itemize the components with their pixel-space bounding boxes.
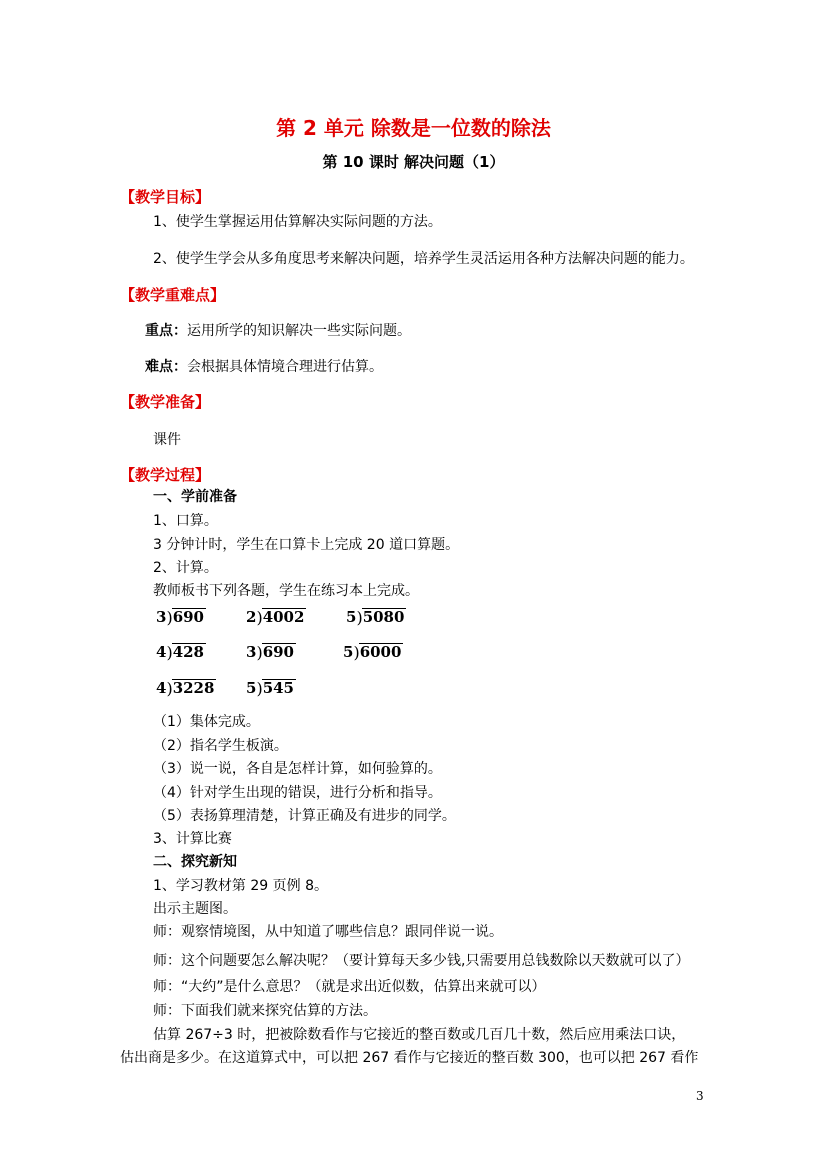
part2-line-5: 师：“大约”是什么意思？（就是求出近似数，估算出来就可以）	[153, 979, 546, 995]
part1-line-2: 3 分钟计时，学生在口算卡上完成 20 道口算题。	[153, 537, 460, 553]
key-point	[145, 320, 411, 340]
divisor: 5	[343, 643, 354, 661]
step-4: （4）针对学生出现的错误，进行分析和指导。	[153, 785, 442, 801]
key-text: 运用所学的知识解决一些实际问题。	[187, 323, 411, 339]
part2-line-6: 师：下面我们就来探究估算的方法。	[153, 1003, 377, 1019]
part1-line-3: 2、计算。	[153, 560, 218, 576]
divisor: 3	[246, 643, 257, 661]
dividend: 545	[262, 679, 294, 697]
step-5: （5）表扬算理清楚，计算正确及有进步的同学。	[153, 808, 456, 824]
division-bracket-icon: )	[166, 679, 173, 698]
divisor: 4	[156, 679, 167, 697]
division-problem	[246, 608, 306, 626]
division-bracket-icon: )	[166, 608, 173, 627]
dividend: 690	[172, 608, 204, 626]
part2-paragraph-line-1: 估算 267÷3 时，把被除数看作与它接近的整百数或几百几十数，然后应用乘法口诀，	[153, 1027, 686, 1043]
divisor: 2	[246, 608, 257, 626]
division-bracket-icon: )	[356, 608, 363, 627]
step-3: （3）说一说，各自是怎样计算，如何验算的。	[153, 761, 442, 777]
dividend: 428	[172, 643, 204, 661]
lesson-subtitle: 第 10 课时 解决问题（1）	[322, 153, 505, 171]
key-label: 重点：	[145, 323, 187, 339]
divisor: 3	[156, 608, 167, 626]
part2-line-1: 1、学习教材第 29 页例 8。	[153, 878, 328, 894]
dividend: 3228	[172, 679, 215, 697]
divisor: 5	[346, 608, 357, 626]
section-prep-heading: 【教学准备】	[120, 393, 211, 411]
part1-line-4: 教师板书下列各题，学生在练习本上完成。	[153, 583, 419, 599]
division-problem	[246, 643, 296, 661]
division-problem	[246, 679, 296, 697]
division-problem	[343, 643, 403, 661]
division-bracket-icon: )	[166, 643, 173, 662]
section-keypoints-heading: 【教学重难点】	[120, 286, 226, 304]
dividend: 5080	[362, 608, 405, 626]
goal-1: 1、使学生掌握运用估算解决实际问题的方法。	[153, 214, 442, 230]
page-title: 第 2 单元 除数是一位数的除法	[276, 116, 551, 140]
division-problem	[156, 608, 206, 626]
part2-line-4: 师：这个问题要怎么解决呢？（要计算每天多少钱,只需要用总钱数除以天数就可以了）	[153, 953, 690, 969]
part2-heading: 二、探究新知	[153, 854, 237, 870]
division-problem	[156, 679, 216, 697]
division-problem	[346, 608, 406, 626]
dividend: 690	[262, 643, 294, 661]
dividend: 4002	[262, 608, 305, 626]
part1-heading: 一、学前准备	[153, 489, 237, 505]
step-2: （2）指名学生板演。	[153, 738, 288, 754]
step-1: （1）集体完成。	[153, 714, 260, 730]
division-bracket-icon: )	[256, 679, 263, 698]
step-6: 3、计算比赛	[153, 831, 232, 847]
section-process-heading: 【教学过程】	[120, 466, 211, 484]
division-bracket-icon: )	[353, 643, 360, 662]
part2-paragraph-line-2: 估出商是多少。在这道算式中，可以把 267 看作与它接近的整百数 300，也可以把 267 看作	[120, 1050, 699, 1066]
divisor: 5	[246, 679, 257, 697]
hard-text: 会根据具体情境合理进行估算。	[187, 359, 383, 375]
prep-text: 课件	[153, 432, 181, 448]
goal-2: 2、使学生学会从多角度思考来解决问题，培养学生灵活运用各种方法解决问题的能力。	[153, 251, 694, 267]
division-problem	[156, 643, 206, 661]
page-number: 3	[696, 1089, 704, 1103]
hard-label: 难点：	[145, 359, 187, 375]
dividend: 6000	[359, 643, 402, 661]
part2-line-2: 出示主题图。	[153, 901, 237, 917]
division-bracket-icon: )	[256, 608, 263, 627]
hard-point	[145, 356, 383, 376]
division-bracket-icon: )	[256, 643, 263, 662]
part1-line-1: 1、口算。	[153, 513, 218, 529]
part2-line-3: 师：观察情境图，从中知道了哪些信息？跟同伴说一说。	[153, 924, 503, 940]
section-goals-heading: 【教学目标】	[120, 188, 211, 206]
divisor: 4	[156, 643, 167, 661]
